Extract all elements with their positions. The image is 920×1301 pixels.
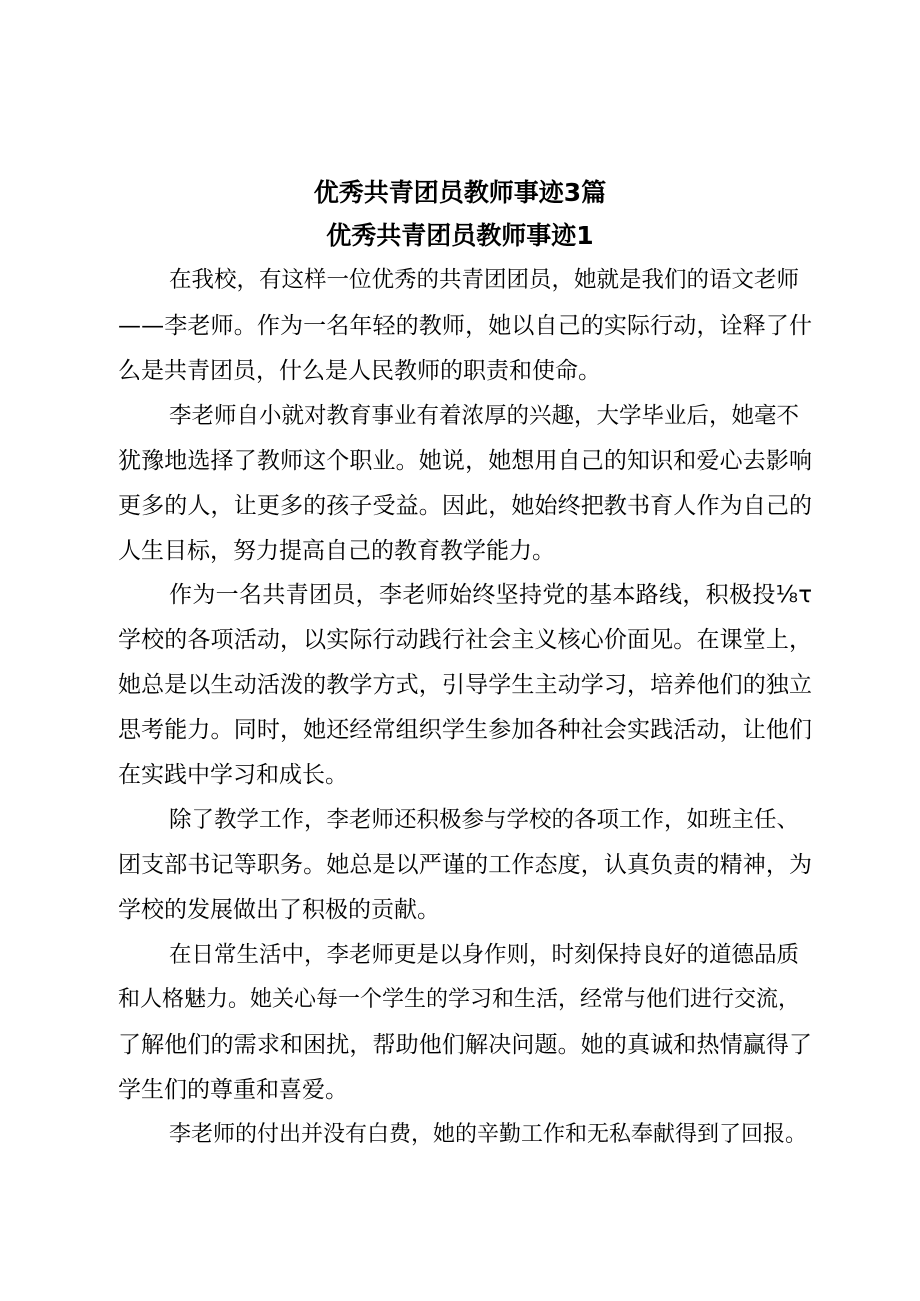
paragraph-3-line-4: 思考能力。同时，她还经常组织学生参加各种社会实践活动，让他们 [118,717,813,743]
paragraph-5-line-3: 了解他们的需求和困扰，帮助他们解决问题。她的真诚和热情赢得了 [118,1032,813,1058]
paragraph-6-line-1: 李老师的付出并没有白费，她的辛勤工作和无私奉献得到了回报。 [169,1122,808,1147]
paragraph-3-line-3: 她总是以生动活泼的教学方式，引导学生主动学习，培养他们的独立 [118,672,813,698]
paragraph-4-line-2: 团支部书记等职务。她总是以严谨的工作态度，认真负责的精神，为 [118,852,813,878]
paragraph-5-line-4: 学生们的尊重和喜爱。 [118,1077,348,1103]
document-title: 优秀共青团员教师事迹3篇 [313,178,607,207]
paragraph-1-line-3: 么是共青团员，什么是人民教师的职责和使命。 [118,358,601,384]
paragraph-3-line-1: 作为一名共青团员，李老师始终坚持党的基本路线，积极投⅛τ [169,582,813,608]
paragraph-2-line-1: 李老师自小就对教育事业有着浓厚的兴趣，大学毕业后，她毫不 [169,403,800,429]
paragraph-2-line-2: 犹豫地选择了教师这个职业。她说，她想用自己的知识和爱心去影响 [118,448,813,474]
paragraph-4-line-3: 学校的发展做出了积极的贡献。 [118,897,440,923]
paragraph-2-line-3: 更多的人，让更多的孩子受益。因此，她始终把教书育人作为自己的 [118,493,813,519]
paragraph-3-line-5: 在实践中学习和成长。 [118,762,348,788]
paragraph-1-line-2: ——李老师。作为一名年轻的教师，她以自己的实际行动，诠释了什 [118,313,813,339]
paragraph-5-line-1: 在日常生活中，李老师更是以身作则，时刻保持良好的道德品质 [169,942,800,968]
paragraph-2-line-4: 人生目标，努力提高自己的教育教学能力。 [118,538,555,564]
paragraph-3-line-2: 学校的各项活动，以实际行动践行社会主义核心价面见。在课堂上， [118,627,813,653]
paragraph-1-line-1: 在我校，有这样一位优秀的共青团团员，她就是我们的语文老师 [169,267,800,293]
paragraph-5-line-2: 和人格魅力。她关心每一个学生的学习和生活，经常与他们进行交流， [118,987,801,1012]
paragraph-4-line-1: 除了教学工作，李老师还积极参与学校的各项工作，如班主任、 [169,807,800,833]
section-heading: 优秀共青团员教师事迹1 [326,221,594,250]
